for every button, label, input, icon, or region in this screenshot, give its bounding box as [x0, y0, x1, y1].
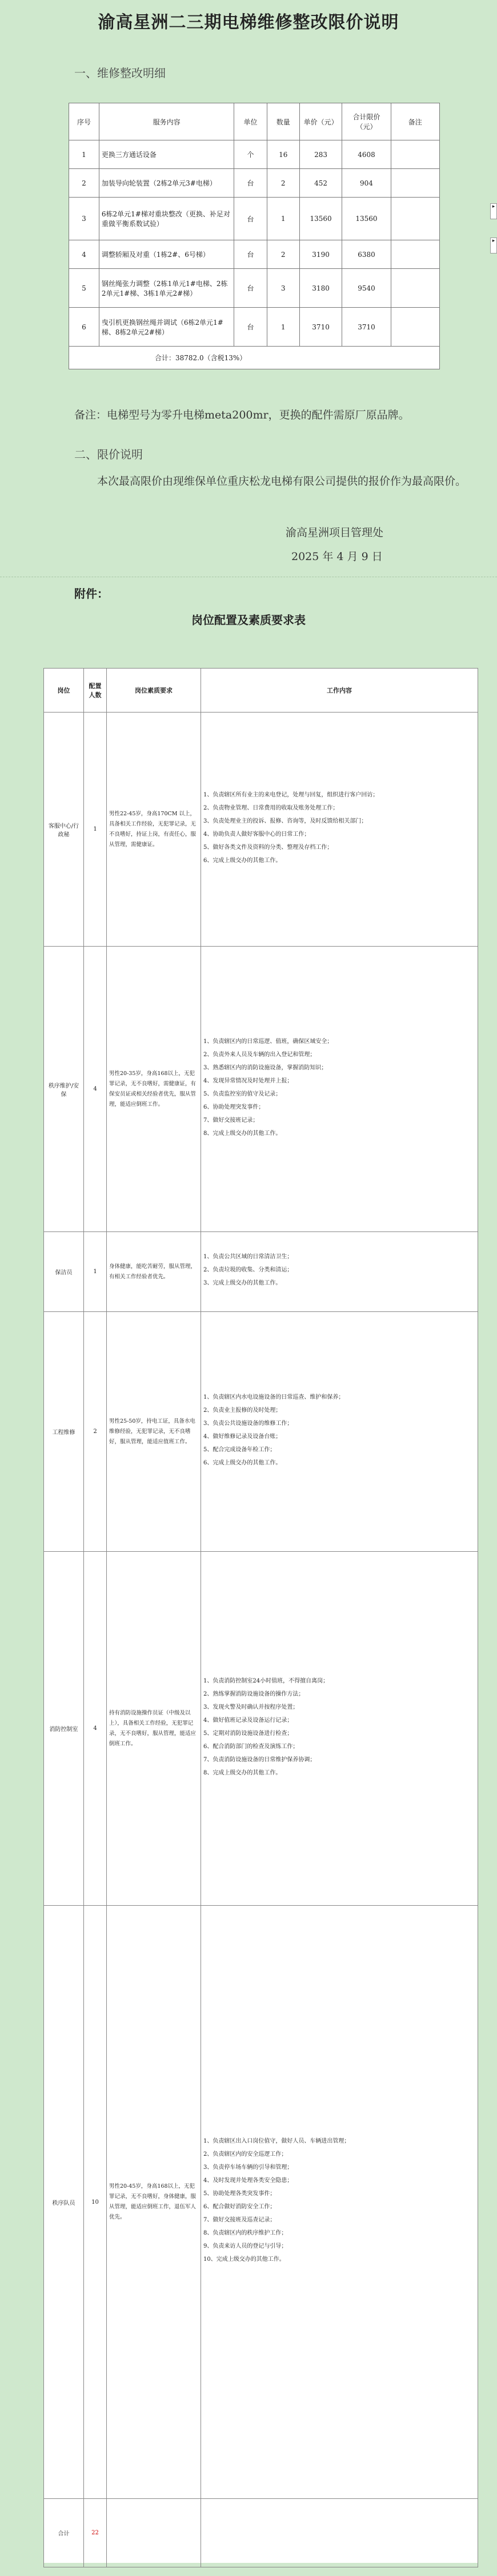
table-1-header — [69, 103, 440, 140]
col-header: 序号 — [69, 103, 99, 140]
side-tab[interactable]: ▸ — [490, 238, 497, 253]
duty-list — [203, 1037, 475, 1139]
duty-list — [203, 1392, 475, 1468]
duty-item: 6、完成上级交办的其他工作。 — [203, 857, 282, 864]
duty-item: 5、定期对消防设施设备进行检查； — [203, 1730, 293, 1737]
table-row: 2 加装导向轮装置（2栋2单元3#电梯） 台 2 452 904 — [69, 169, 440, 198]
duty-item: 2、负责辖区内的安全巡逻工作； — [203, 2151, 287, 2158]
duty-item: 1、负责辖区内水电设施设备的日常巡查、维护和保养； — [203, 1394, 344, 1400]
duty-item: 2、熟练掌握消防设施设备的操作方法； — [203, 1690, 304, 1697]
col-header: 配置人数 — [84, 669, 107, 713]
table-1 — [69, 103, 440, 369]
duty-item: 3、负责公共设施设备的维修工作； — [203, 1420, 293, 1427]
duty-item: 4、发现异常情况及时处理并上报； — [203, 1077, 293, 1084]
annex-title: 岗位配置及素质要求表 — [191, 613, 306, 627]
duty-item: 1、负责辖区内的日常巡逻、值班，确保区域安全； — [203, 1038, 333, 1045]
duty-list — [203, 790, 475, 866]
col-header: 岗位素质要求 — [107, 669, 201, 713]
remark: 备注：电梯型号为零升电梯meta200mr，更换的配件需原厂原品牌。 — [74, 409, 410, 421]
table-total-row: 合计 22 — [44, 2499, 478, 2567]
col-header: 备注 — [391, 103, 439, 140]
table-row: 消防控制室 4 持有消防设施操作员证（中级及以上），具备相关工作经验，无犯罪记录，无不良嗜好，服从管理，能适应倒班工作。 1、负责消防控制室24小时值班，不得擅自离岗； 2、熟练掌握消防设施设备的操作方法； 3、发现火警及时确认并按程序处置； 4、做好值班记录及设备运行记录； 5、定期对消防设施设备进行检查； 6、配合消防部门的检查及演练工作； 7、负责消防设施设备的日常维护保养协调； 8、完成上级交办的其他工作。 — [44, 1552, 478, 1906]
duty-item: 3、熟悉辖区内的消防设施设备，掌握消防知识； — [203, 1064, 327, 1071]
duty-item: 8、完成上级交办的其他工作。 — [203, 1769, 282, 1776]
page-title: 渝高星洲二三期电梯维修整改限价说明 — [98, 13, 399, 33]
table-2-header — [44, 669, 478, 713]
col-header: 岗位 — [44, 669, 84, 713]
duty-item: 3、发现火警及时确认并按程序处置； — [203, 1704, 299, 1710]
duty-item: 5、做好各类文件及资料的分类、整理及存档工作； — [203, 844, 333, 851]
side-tab[interactable]: ▸ — [490, 203, 497, 219]
col-header: 单位 — [234, 103, 267, 140]
duty-item: 2、负责垃圾的收集、分类和清运； — [203, 1267, 293, 1273]
duty-item: 7、做好交接班及巡查记录； — [203, 2217, 276, 2223]
table-row: 3 6栋2单元1#梯对重块整改（更换、补足对重做平衡系数试验） 台 1 13560 13560 — [69, 198, 440, 240]
col-header: 数量 — [267, 103, 299, 140]
duty-item: 1、负责辖区所有业主的来电登记，处理与回复，组织进行客户回访； — [203, 791, 379, 798]
signature: 渝高星洲项目管理处 — [286, 526, 384, 539]
duty-item: 2、负责外来人员及车辆的出入登记和管理； — [203, 1051, 316, 1058]
duty-item: 3、完成上级交办的其他工作。 — [203, 1280, 282, 1286]
date: 2025 年 4 月 9 日 — [291, 550, 383, 563]
duty-list — [203, 2136, 475, 2265]
duty-item: 7、做好交接班记录； — [203, 1117, 259, 1124]
col-header: 单价（元） — [299, 103, 342, 140]
duty-item: 6、协助处理突发事件； — [203, 1104, 264, 1110]
col-header: 合计限价（元） — [342, 103, 391, 140]
col-header: 工作内容 — [201, 669, 478, 713]
table-row: 客服中心/行政秘 1 男性22-45岁，身高170CM 以上，具备相关工作经验，无犯罪记录，无不良嗜好，持证上岗，有责任心，服从管理，需健康证。 1、负责辖区所有业主的来电登记，处理与回复，组织进行客户回访； 2、负责物业管理、日常费用的收取及账务处理工作； 3、负责处理业主的投诉、报修、咨询等，及时反馈给相关部门； 4、协助负责人做好客服中心的日常工作； 5、做好各类文件及资料的分类、整理及存档工作； 6、完成上级交办的其他工作。 — [44, 713, 478, 947]
table-row: 6 曳引机更换钢丝绳并调试（6栋2单元1#梯、8栋2单元2#梯） 台 1 3710 3710 — [69, 308, 440, 347]
table-row: 5 钢丝绳张力调整（2栋1单元1#电梯、2栋2单元1#梯、3栋1单元2#梯） 台 3 3180 9540 — [69, 269, 440, 308]
table-row: 4 调整轿厢及对重（1栋2#、6号梯） 台 2 3190 6380 — [69, 240, 440, 269]
duty-list — [203, 1252, 475, 1289]
table-total-row: 合计：38782.0（含税13%） — [69, 347, 440, 369]
duty-item: 1、负责消防控制室24小时值班，不得擅自离岗； — [203, 1677, 329, 1684]
paragraph: 本次最高限价由现维保单位重庆松龙电梯有限公司提供的报价作为最高限价。 — [97, 475, 467, 488]
annex-label: 附件： — [74, 587, 109, 601]
duty-list — [203, 1676, 475, 1778]
table-row: 秩序维护/安保 4 男性20-35岁，身高168以上，无犯罪记录，无不良嗜好，需健康证，有保安员证或相关经验者优先，服从管理，能适应倒班工作。 1、负责辖区内的日常巡逻、值班，确保区域安全； 2、负责外来人员及车辆的出入登记和管理； 3、熟悉辖区内的消防设施设备，掌握消防知识； 4、发现异常情况及时处理并上报； 5、负责监控室的值守及记录； 6、协助处理突发事件； 7、做好交接班记录； 8、完成上级交办的其他工作。 — [44, 947, 478, 1232]
duty-item: 1、负责辖区出入口岗位值守，做好人员、车辆进出管理； — [203, 2138, 350, 2144]
duty-item: 1、负责公共区域的日常清洁卫生； — [203, 1254, 293, 1260]
duty-item: 4、协助负责人做好客服中心的日常工作； — [203, 831, 310, 838]
duty-item: 3、负责停车场车辆的引导和管理； — [203, 2164, 293, 2171]
duty-item: 8、完成上级交办的其他工作。 — [203, 1130, 282, 1137]
table-row: 保洁员 1 身体健康，能吃苦耐劳，服从管理，有相关工作经验者优先。 1、负责公共区域的日常清洁卫生； 2、负责垃圾的收集、分类和清运； 3、完成上级交办的其他工作。 — [44, 1232, 478, 1312]
duty-item: 5、负责监控室的值守及记录； — [203, 1090, 282, 1097]
duty-item: 2、负责物业管理、日常费用的收取及账务处理工作； — [203, 804, 339, 811]
duty-item: 4、做好维修记录及设备台账； — [203, 1433, 282, 1440]
table-row: 秩序队员 10 男性20-45岁，身高168以上，无犯罪记录，无不良嗜好，身体健康，服从管理，能适应倒班工作，退伍军人优先。 1、负责辖区出入口岗位值守，做好人员、车辆进出管理； 2、负责辖区内的安全巡逻工作； 3、负责停车场车辆的引导和管理； 4、及时发现并处理各类安全隐患； 5、协助处理各类突发事件； 6、配合做好消防安全工作； 7、做好交接班及巡查记录； 8、负责辖区内的秩序维护工作； 9、负责来访人员的登记与引导； 10、完成上级交办的其他工作。 — [44, 1906, 478, 2499]
duty-item: 7、负责消防设施设备的日常维护保养协调； — [203, 1756, 316, 1763]
duty-item: 3、负责处理业主的投诉、报修、咨询等，及时反馈给相关部门； — [203, 818, 367, 824]
duty-item: 10、完成上级交办的其他工作。 — [203, 2256, 285, 2263]
section-title-1: 一、维修整改明细 — [74, 66, 166, 80]
duty-item: 2、负责业主报修的及时处理； — [203, 1407, 282, 1414]
duty-item: 6、配合做好消防安全工作； — [203, 2204, 276, 2210]
section-title-2: 二、限价说明 — [74, 448, 143, 461]
duty-item: 6、配合消防部门的检查及演练工作； — [203, 1743, 299, 1750]
duty-item: 4、及时发现并处理各类安全隐患； — [203, 2177, 293, 2184]
duty-item: 5、协助处理各类突发事件； — [203, 2191, 276, 2197]
table-row: 1 更换三方通话设备 个 16 283 4608 — [69, 140, 440, 169]
duty-item: 5、配合完成设备年检工作； — [203, 1446, 276, 1453]
table-row: 工程维修 2 男性25-50岁，持电工证，具备水电维修经验，无犯罪记录，无不良嗜好，服从管理，能适应值班工作。 1、负责辖区内水电设施设备的日常巡查、维护和保养； 2、负责业主报修的及时处理； 3、负责公共设施设备的维修工作； 4、做好维修记录及设备台账； 5、配合完成设备年检工作； 6、完成上级交办的其他工作。 — [44, 1312, 478, 1552]
duty-item: 8、负责辖区内的秩序维护工作； — [203, 2230, 287, 2236]
table-2 — [43, 668, 478, 2563]
duty-item: 4、做好值班记录及设备运行记录； — [203, 1717, 293, 1724]
duty-item: 6、完成上级交办的其他工作。 — [203, 1459, 282, 1466]
col-header: 服务内容 — [99, 103, 234, 140]
duty-item: 9、负责来访人员的登记与引导； — [203, 2243, 287, 2249]
